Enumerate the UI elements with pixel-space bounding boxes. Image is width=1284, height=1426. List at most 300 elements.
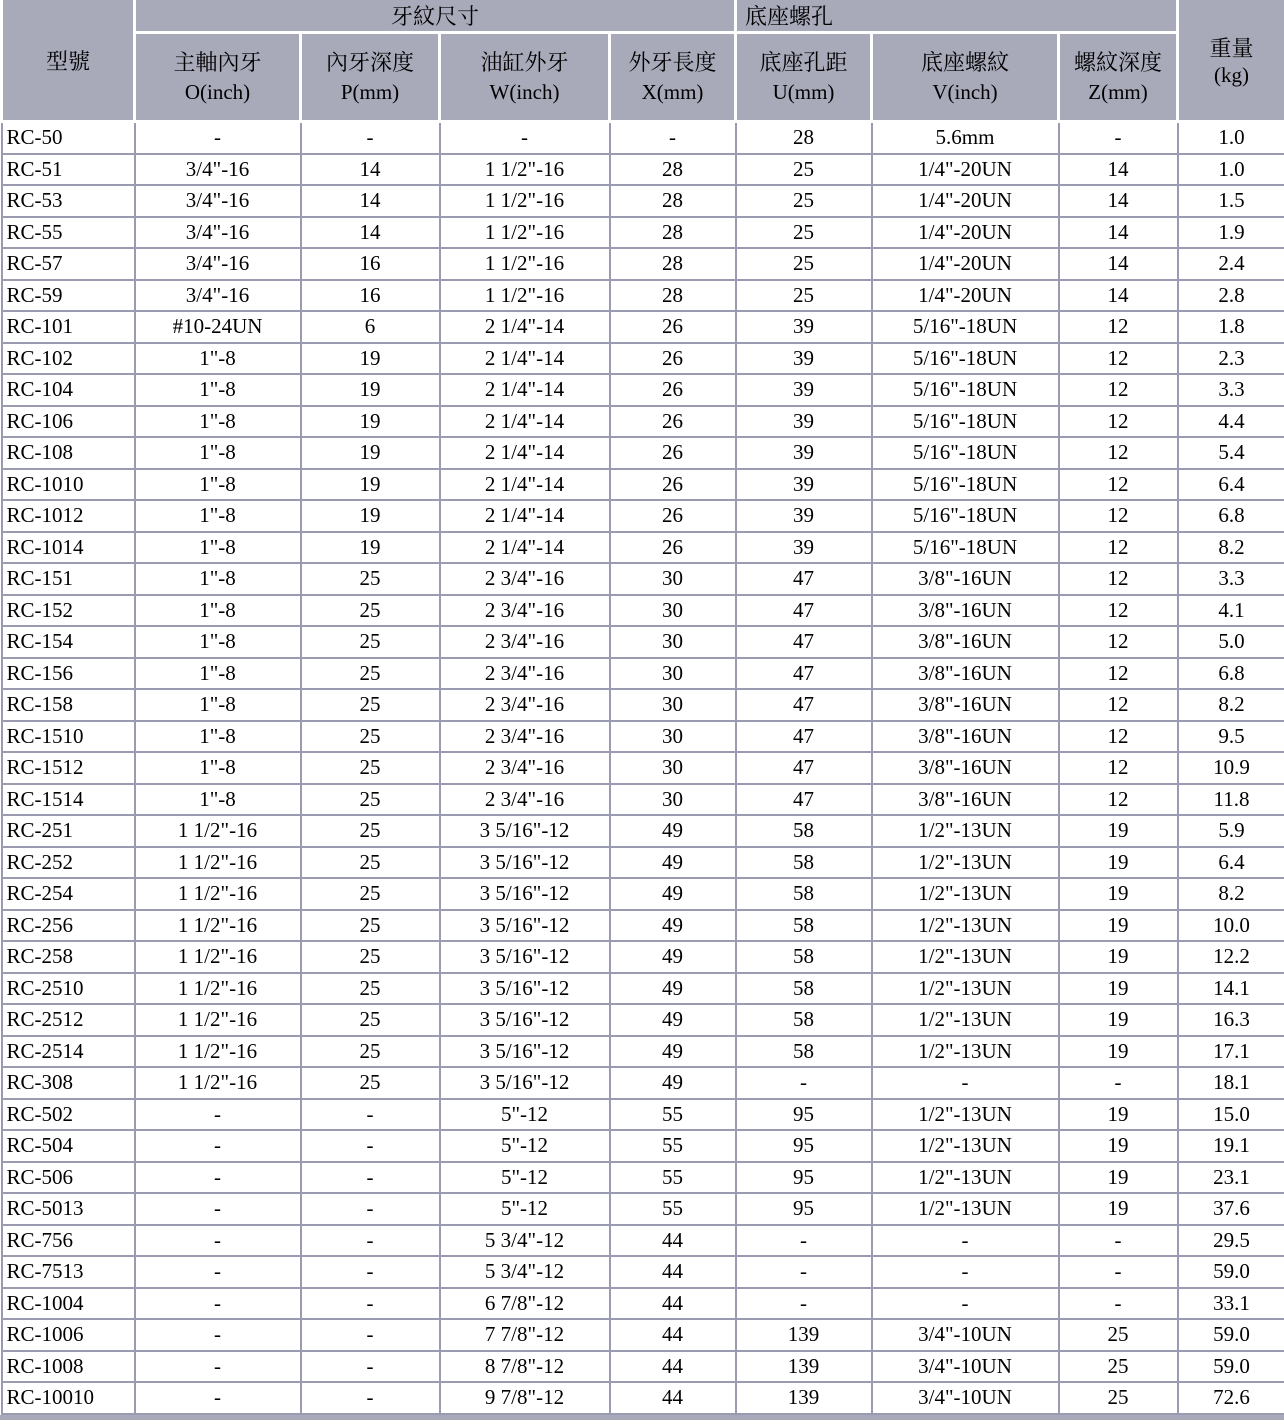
value-cell: 55 xyxy=(610,1162,736,1194)
table-row xyxy=(2,626,1284,658)
value-cell: 1/2"-13UN xyxy=(872,1193,1059,1225)
value-cell: 1.0 xyxy=(1178,122,1284,154)
col-header-base-thread xyxy=(872,33,1059,122)
model-cell: RC-506 xyxy=(2,1162,135,1194)
value-cell: 30 xyxy=(610,626,736,658)
value-cell: 59.0 xyxy=(1178,1351,1284,1383)
value-cell: 12 xyxy=(1059,721,1178,753)
value-cell: 25 xyxy=(736,280,872,312)
value-cell: 3/8"-16UN xyxy=(872,658,1059,690)
value-cell: 12 xyxy=(1059,343,1178,375)
table-row xyxy=(2,1319,1284,1351)
value-cell: - xyxy=(301,1256,440,1288)
value-cell: 3/4"-10UN xyxy=(872,1319,1059,1351)
value-cell: 19 xyxy=(1059,1162,1178,1194)
value-cell: - xyxy=(1059,1225,1178,1257)
value-cell: 2 3/4"-16 xyxy=(440,563,610,595)
value-cell: 16 xyxy=(301,248,440,280)
value-cell: 6.8 xyxy=(1178,658,1284,690)
value-cell: 19 xyxy=(1059,815,1178,847)
table-row xyxy=(2,122,1284,154)
value-cell: 1"-8 xyxy=(135,721,301,753)
value-cell: 2 1/4"-14 xyxy=(440,437,610,469)
value-cell: - xyxy=(872,1067,1059,1099)
value-cell: 12 xyxy=(1059,500,1178,532)
value-cell: 44 xyxy=(610,1319,736,1351)
value-cell: 5"-12 xyxy=(440,1130,610,1162)
value-cell: 25 xyxy=(301,595,440,627)
value-cell: 49 xyxy=(610,973,736,1005)
model-cell: RC-10010 xyxy=(2,1382,135,1414)
header-group-row xyxy=(2,0,1284,33)
model-cell: RC-308 xyxy=(2,1067,135,1099)
value-cell: - xyxy=(135,1162,301,1194)
value-cell: 28 xyxy=(610,185,736,217)
value-cell: 1 1/2"-16 xyxy=(440,248,610,280)
value-cell: 25 xyxy=(301,752,440,784)
value-cell: - xyxy=(135,122,301,154)
model-cell: RC-55 xyxy=(2,217,135,249)
value-cell: 25 xyxy=(301,1036,440,1068)
value-cell: 6 xyxy=(301,311,440,343)
value-cell: 8.2 xyxy=(1178,878,1284,910)
value-cell: - xyxy=(135,1099,301,1131)
value-cell: 49 xyxy=(610,878,736,910)
value-cell: 6.4 xyxy=(1178,469,1284,501)
value-cell: 1 1/2"-16 xyxy=(135,1004,301,1036)
value-cell: 19 xyxy=(1059,1130,1178,1162)
value-cell: 5/16"-18UN xyxy=(872,343,1059,375)
value-cell: 4.1 xyxy=(1178,595,1284,627)
table-row xyxy=(2,941,1284,973)
value-cell: 5/16"-18UN xyxy=(872,500,1059,532)
col-label: 內牙深度 xyxy=(325,49,414,75)
value-cell: 5 3/4"-12 xyxy=(440,1225,610,1257)
value-cell: 1 1/2"-16 xyxy=(135,878,301,910)
model-cell: RC-1008 xyxy=(2,1351,135,1383)
value-cell: 25 xyxy=(1059,1382,1178,1414)
table-row xyxy=(2,248,1284,280)
value-cell: 49 xyxy=(610,847,736,879)
value-cell: 16.3 xyxy=(1178,1004,1284,1036)
value-cell: 1.5 xyxy=(1178,185,1284,217)
value-cell: - xyxy=(1059,1288,1178,1320)
value-cell: 39 xyxy=(736,406,872,438)
model-cell: RC-106 xyxy=(2,406,135,438)
value-cell: - xyxy=(135,1351,301,1383)
value-cell: 44 xyxy=(610,1288,736,1320)
value-cell: 1/4"-20UN xyxy=(872,280,1059,312)
value-cell: - xyxy=(301,1382,440,1414)
value-cell: 19 xyxy=(1059,1004,1178,1036)
value-cell: 2.8 xyxy=(1178,280,1284,312)
model-cell: RC-2512 xyxy=(2,1004,135,1036)
table-row xyxy=(2,563,1284,595)
value-cell: 14 xyxy=(301,185,440,217)
value-cell: 8 7/8"-12 xyxy=(440,1351,610,1383)
value-cell: 29.5 xyxy=(1178,1225,1284,1257)
value-cell: 1/4"-20UN xyxy=(872,185,1059,217)
value-cell: 39 xyxy=(736,343,872,375)
value-cell: 14 xyxy=(301,217,440,249)
value-cell: 2 1/4"-14 xyxy=(440,532,610,564)
table-row xyxy=(2,784,1284,816)
value-cell: 12 xyxy=(1059,406,1178,438)
value-cell: 1/2"-13UN xyxy=(872,941,1059,973)
model-cell: RC-7513 xyxy=(2,1256,135,1288)
model-cell: RC-252 xyxy=(2,847,135,879)
col-label: 螺紋深度 xyxy=(1074,49,1163,75)
value-cell: 25 xyxy=(301,847,440,879)
value-cell: 1/4"-20UN xyxy=(872,154,1059,186)
value-cell: 17.1 xyxy=(1178,1036,1284,1068)
value-cell: 12 xyxy=(1059,658,1178,690)
value-cell: 1"-8 xyxy=(135,752,301,784)
table-bottom-border xyxy=(0,1415,1284,1420)
col-symbol: O(inch) xyxy=(184,79,251,104)
table-row xyxy=(2,406,1284,438)
table-row xyxy=(2,1162,1284,1194)
value-cell: 1"-8 xyxy=(135,595,301,627)
value-cell: 1"-8 xyxy=(135,563,301,595)
col-header-cylinder-outer-thread xyxy=(440,33,610,122)
value-cell: 8.2 xyxy=(1178,532,1284,564)
value-cell: 5/16"-18UN xyxy=(872,374,1059,406)
value-cell: 14 xyxy=(1059,280,1178,312)
value-cell: 72.6 xyxy=(1178,1382,1284,1414)
value-cell: 9.5 xyxy=(1178,721,1284,753)
value-cell: 3/4"-16 xyxy=(135,154,301,186)
value-cell: 6 7/8"-12 xyxy=(440,1288,610,1320)
value-cell: 1"-8 xyxy=(135,437,301,469)
value-cell: 1/2"-13UN xyxy=(872,1036,1059,1068)
value-cell: 26 xyxy=(610,500,736,532)
value-cell: 3/4"-16 xyxy=(135,248,301,280)
col-symbol: Z(mm) xyxy=(1088,79,1148,104)
value-cell: - xyxy=(1059,122,1178,154)
table-row xyxy=(2,1193,1284,1225)
value-cell: 25 xyxy=(301,815,440,847)
value-cell: - xyxy=(736,1225,872,1257)
value-cell: - xyxy=(872,1288,1059,1320)
value-cell: 14 xyxy=(301,154,440,186)
value-cell: 25 xyxy=(736,154,872,186)
value-cell: 1/2"-13UN xyxy=(872,1099,1059,1131)
value-cell: - xyxy=(135,1382,301,1414)
value-cell: 25 xyxy=(301,1004,440,1036)
value-cell: 2.4 xyxy=(1178,248,1284,280)
model-cell: RC-2514 xyxy=(2,1036,135,1068)
col-symbol: U(mm) xyxy=(772,79,835,104)
value-cell: 44 xyxy=(610,1225,736,1257)
value-cell: 1"-8 xyxy=(135,689,301,721)
value-cell: 28 xyxy=(610,248,736,280)
value-cell: 44 xyxy=(610,1382,736,1414)
value-cell: 12 xyxy=(1059,311,1178,343)
value-cell: 2 3/4"-16 xyxy=(440,752,610,784)
value-cell: 3 5/16"-12 xyxy=(440,847,610,879)
value-cell: 12 xyxy=(1059,626,1178,658)
value-cell: 1"-8 xyxy=(135,658,301,690)
value-cell: - xyxy=(301,1130,440,1162)
value-cell: 1"-8 xyxy=(135,374,301,406)
value-cell: - xyxy=(135,1225,301,1257)
model-cell: RC-504 xyxy=(2,1130,135,1162)
value-cell: 95 xyxy=(736,1130,872,1162)
value-cell: 59.0 xyxy=(1178,1319,1284,1351)
value-cell: 1.8 xyxy=(1178,311,1284,343)
table-row xyxy=(2,1225,1284,1257)
value-cell: 19.1 xyxy=(1178,1130,1284,1162)
value-cell: 2 3/4"-16 xyxy=(440,784,610,816)
value-cell: - xyxy=(301,1319,440,1351)
table-row xyxy=(2,1004,1284,1036)
value-cell: 1/2"-13UN xyxy=(872,1130,1059,1162)
table-row xyxy=(2,280,1284,312)
col-symbol: X(mm) xyxy=(641,79,704,104)
value-cell: 1 1/2"-16 xyxy=(440,280,610,312)
value-cell: 58 xyxy=(736,941,872,973)
table-row xyxy=(2,1036,1284,1068)
value-cell: 5/16"-18UN xyxy=(872,532,1059,564)
value-cell: 1 1/2"-16 xyxy=(135,941,301,973)
value-cell: 25 xyxy=(301,689,440,721)
value-cell: 12 xyxy=(1059,752,1178,784)
value-cell: 2 1/4"-14 xyxy=(440,311,610,343)
value-cell: 3 5/16"-12 xyxy=(440,973,610,1005)
value-cell: 2 3/4"-16 xyxy=(440,689,610,721)
value-cell: 12 xyxy=(1059,532,1178,564)
value-cell: 26 xyxy=(610,374,736,406)
value-cell: 1 1/2"-16 xyxy=(135,1067,301,1099)
value-cell: 58 xyxy=(736,1036,872,1068)
value-cell: 39 xyxy=(736,469,872,501)
value-cell: 39 xyxy=(736,374,872,406)
model-cell: RC-53 xyxy=(2,185,135,217)
table-row xyxy=(2,343,1284,375)
table-row xyxy=(2,185,1284,217)
value-cell: 30 xyxy=(610,784,736,816)
table-row xyxy=(2,1130,1284,1162)
value-cell: 49 xyxy=(610,1004,736,1036)
value-cell: 3 5/16"-12 xyxy=(440,910,610,942)
value-cell: 25 xyxy=(736,248,872,280)
value-cell: - xyxy=(135,1193,301,1225)
value-cell: 1/2"-13UN xyxy=(872,815,1059,847)
value-cell: 19 xyxy=(301,500,440,532)
value-cell: - xyxy=(440,122,610,154)
value-cell: 1/2"-13UN xyxy=(872,878,1059,910)
value-cell: 3/8"-16UN xyxy=(872,784,1059,816)
value-cell: - xyxy=(736,1256,872,1288)
table-row xyxy=(2,217,1284,249)
value-cell: - xyxy=(301,122,440,154)
model-cell: RC-5013 xyxy=(2,1193,135,1225)
value-cell: 28 xyxy=(610,217,736,249)
value-cell: 12 xyxy=(1059,689,1178,721)
value-cell: 58 xyxy=(736,1004,872,1036)
value-cell: 19 xyxy=(1059,878,1178,910)
col-header-model: 型號 xyxy=(2,0,135,122)
value-cell: 1 1/2"-16 xyxy=(135,910,301,942)
value-cell: 25 xyxy=(301,721,440,753)
model-cell: RC-1014 xyxy=(2,532,135,564)
value-cell: 28 xyxy=(736,122,872,154)
value-cell: 19 xyxy=(301,532,440,564)
value-cell: 49 xyxy=(610,1067,736,1099)
value-cell: - xyxy=(301,1193,440,1225)
value-cell: - xyxy=(301,1162,440,1194)
table-row xyxy=(2,1288,1284,1320)
value-cell: 3 5/16"-12 xyxy=(440,1004,610,1036)
value-cell: 14 xyxy=(1059,217,1178,249)
value-cell: 3 5/16"-12 xyxy=(440,1067,610,1099)
table-row xyxy=(2,973,1284,1005)
value-cell: 49 xyxy=(610,941,736,973)
table-body xyxy=(2,122,1284,1414)
value-cell: 1.0 xyxy=(1178,154,1284,186)
value-cell: 5/16"-18UN xyxy=(872,469,1059,501)
value-cell: 1"-8 xyxy=(135,469,301,501)
value-cell: 3/4"-10UN xyxy=(872,1351,1059,1383)
value-cell: 95 xyxy=(736,1099,872,1131)
model-cell: RC-251 xyxy=(2,815,135,847)
value-cell: 25 xyxy=(301,878,440,910)
model-cell: RC-51 xyxy=(2,154,135,186)
model-cell: RC-1004 xyxy=(2,1288,135,1320)
value-cell: 59.0 xyxy=(1178,1256,1284,1288)
value-cell: 1 1/2"-16 xyxy=(440,185,610,217)
value-cell: 10.9 xyxy=(1178,752,1284,784)
value-cell: 19 xyxy=(301,437,440,469)
value-cell: 25 xyxy=(301,941,440,973)
value-cell: 1 1/2"-16 xyxy=(135,815,301,847)
value-cell: 12.2 xyxy=(1178,941,1284,973)
value-cell: 30 xyxy=(610,689,736,721)
value-cell: 58 xyxy=(736,910,872,942)
value-cell: 1/2"-13UN xyxy=(872,910,1059,942)
value-cell: 10.0 xyxy=(1178,910,1284,942)
value-cell: 3/8"-16UN xyxy=(872,595,1059,627)
value-cell: 3 5/16"-12 xyxy=(440,1036,610,1068)
value-cell: 1"-8 xyxy=(135,626,301,658)
value-cell: 37.6 xyxy=(1178,1193,1284,1225)
model-cell: RC-1010 xyxy=(2,469,135,501)
value-cell: 1/4"-20UN xyxy=(872,217,1059,249)
value-cell: 12 xyxy=(1059,374,1178,406)
model-cell: RC-102 xyxy=(2,343,135,375)
value-cell: 5/16"-18UN xyxy=(872,311,1059,343)
model-cell: RC-154 xyxy=(2,626,135,658)
value-cell: 12 xyxy=(1059,784,1178,816)
value-cell: 25 xyxy=(301,1067,440,1099)
value-cell: 49 xyxy=(610,910,736,942)
model-cell: RC-1514 xyxy=(2,784,135,816)
table-row xyxy=(2,311,1284,343)
value-cell: 55 xyxy=(610,1099,736,1131)
value-cell: 2 1/4"-14 xyxy=(440,500,610,532)
col-label: 油缸外牙 xyxy=(480,49,569,75)
value-cell: 14 xyxy=(1059,154,1178,186)
value-cell: 12 xyxy=(1059,595,1178,627)
col-header-outer-thread-length xyxy=(610,33,736,122)
table-row xyxy=(2,910,1284,942)
value-cell: 25 xyxy=(301,784,440,816)
col-label: 主軸內牙 xyxy=(173,49,262,75)
value-cell: 44 xyxy=(610,1351,736,1383)
table-row xyxy=(2,689,1284,721)
table-header xyxy=(2,0,1284,122)
value-cell: 25 xyxy=(301,563,440,595)
value-cell: 26 xyxy=(610,343,736,375)
value-cell: 18.1 xyxy=(1178,1067,1284,1099)
model-cell: RC-50 xyxy=(2,122,135,154)
model-cell: RC-108 xyxy=(2,437,135,469)
value-cell: 5"-12 xyxy=(440,1099,610,1131)
value-cell: 5"-12 xyxy=(440,1193,610,1225)
value-cell: 12 xyxy=(1059,563,1178,595)
value-cell: 25 xyxy=(736,217,872,249)
value-cell: 49 xyxy=(610,815,736,847)
value-cell: - xyxy=(1059,1256,1178,1288)
table-row xyxy=(2,374,1284,406)
value-cell: 5 3/4"-12 xyxy=(440,1256,610,1288)
value-cell: 1"-8 xyxy=(135,784,301,816)
value-cell: 3 5/16"-12 xyxy=(440,878,610,910)
model-cell: RC-256 xyxy=(2,910,135,942)
value-cell: 1"-8 xyxy=(135,532,301,564)
value-cell: 3 5/16"-12 xyxy=(440,941,610,973)
col-header-weight xyxy=(1178,0,1284,122)
table-row xyxy=(2,847,1284,879)
value-cell: 1 1/2"-16 xyxy=(135,973,301,1005)
value-cell: - xyxy=(135,1256,301,1288)
value-cell: 26 xyxy=(610,406,736,438)
col-symbol: V(inch) xyxy=(932,79,998,104)
value-cell: 3/8"-16UN xyxy=(872,689,1059,721)
value-cell: 47 xyxy=(736,784,872,816)
value-cell: 47 xyxy=(736,689,872,721)
value-cell: 1/4"-20UN xyxy=(872,248,1059,280)
value-cell: 2 1/4"-14 xyxy=(440,374,610,406)
value-cell: 30 xyxy=(610,595,736,627)
value-cell: 25 xyxy=(1059,1351,1178,1383)
value-cell: 26 xyxy=(610,311,736,343)
value-cell: 2 1/4"-14 xyxy=(440,406,610,438)
value-cell: - xyxy=(736,1288,872,1320)
value-cell: 1/2"-13UN xyxy=(872,973,1059,1005)
value-cell: 1"-8 xyxy=(135,500,301,532)
table-row xyxy=(2,1067,1284,1099)
col-header-thread-depth xyxy=(1059,33,1178,122)
value-cell: 2 3/4"-16 xyxy=(440,721,610,753)
value-cell: 25 xyxy=(301,910,440,942)
value-cell: 26 xyxy=(610,437,736,469)
value-cell: - xyxy=(135,1319,301,1351)
model-cell: RC-156 xyxy=(2,658,135,690)
weight-unit-label: (kg) xyxy=(1214,63,1250,87)
col-label: 底座螺紋 xyxy=(921,49,1010,75)
value-cell: 19 xyxy=(1059,1193,1178,1225)
value-cell: 47 xyxy=(736,721,872,753)
col-header-spindle-inner-thread xyxy=(135,33,301,122)
value-cell: 1.9 xyxy=(1178,217,1284,249)
value-cell: 55 xyxy=(610,1130,736,1162)
value-cell: 3/8"-16UN xyxy=(872,626,1059,658)
value-cell: 19 xyxy=(301,374,440,406)
group-header-base-screw-holes: 底座螺孔 xyxy=(736,0,1178,33)
value-cell: 49 xyxy=(610,1036,736,1068)
